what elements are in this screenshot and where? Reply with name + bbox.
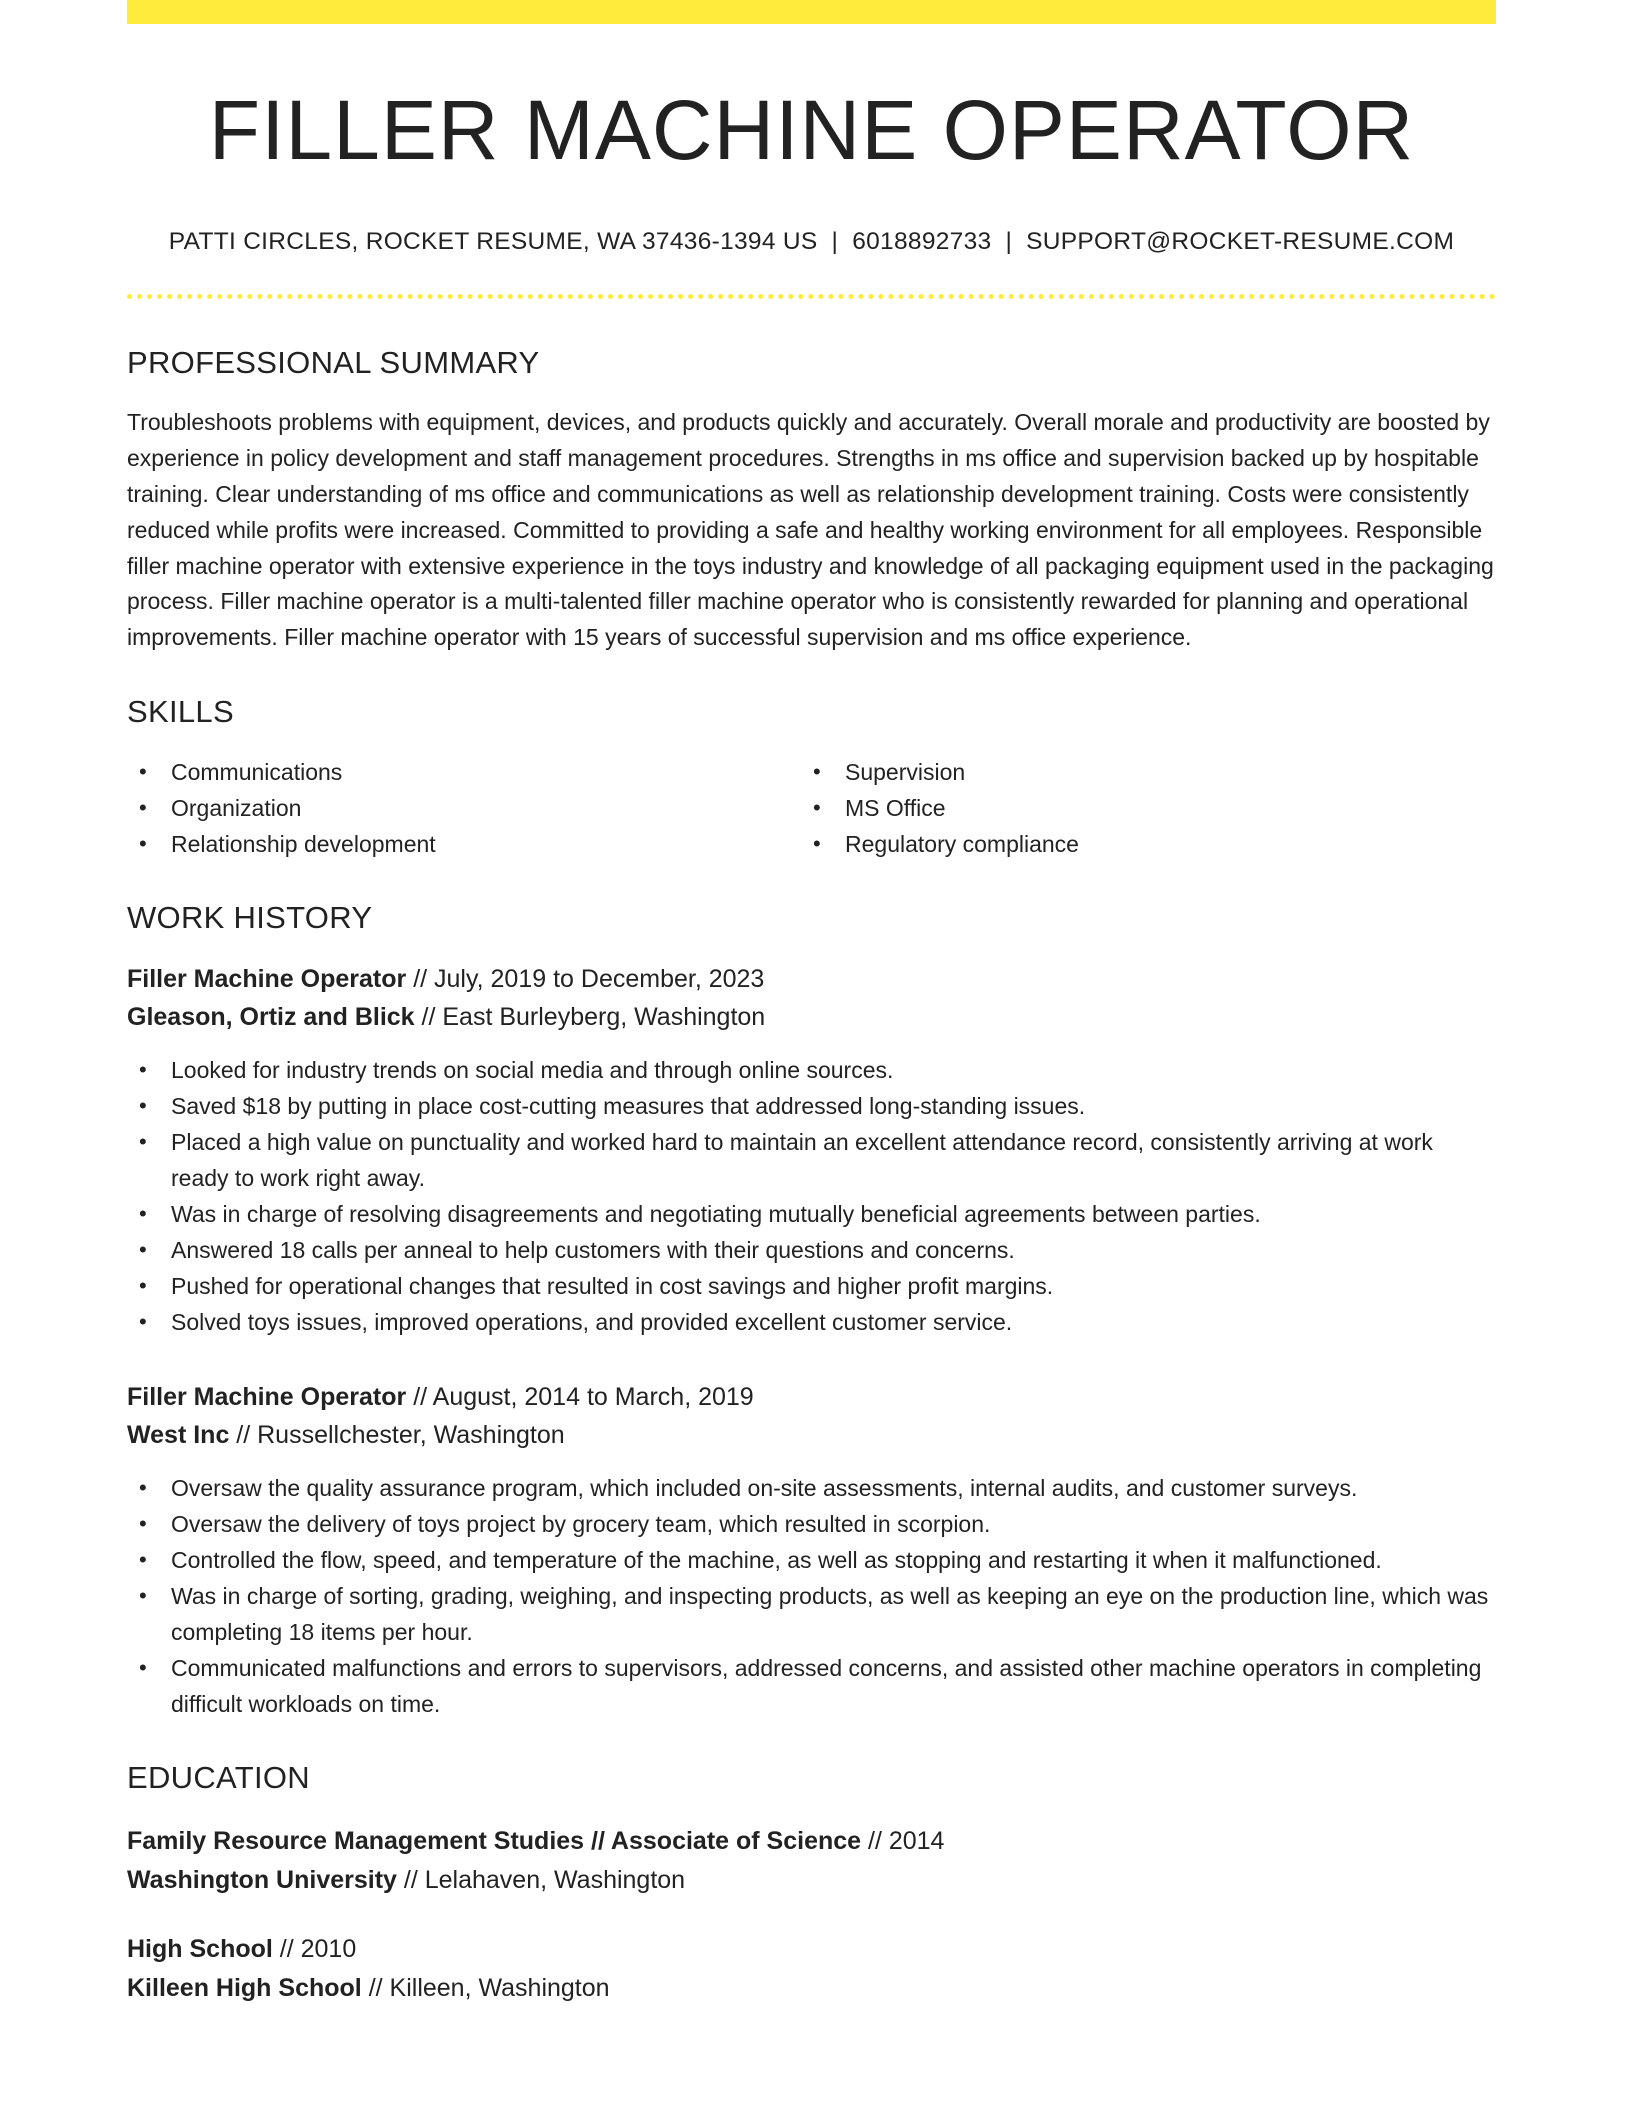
job-role: Filler Machine Operator [127, 964, 407, 993]
job-dates: // August, 2014 to March, 2019 [406, 1382, 754, 1411]
job-bullet: • Was in charge of resolving disagreements and negotiating mutually beneficial agreements between parties. [127, 1196, 1496, 1232]
skills-column-right [801, 754, 1475, 862]
contact-line [127, 228, 1496, 256]
contact-address: PATTI CIRCLES, ROCKET RESUME, WA 37436-1394 US [168, 228, 818, 256]
job-location: // Russellchester, Washington [229, 1420, 565, 1449]
education-entry [127, 1930, 1496, 2008]
education-entry [127, 1822, 1496, 1900]
job-company-line [127, 1416, 1496, 1454]
job-company: West Inc [127, 1420, 230, 1449]
job-bullet: • Controlled the flow, speed, and temperature of the machine, as well as stopping and restarting it when it malfunctioned. [127, 1542, 1496, 1578]
job-bullet: • Was in charge of sorting, grading, weighing, and inspecting products, as well as keeping an eye on the production line, which was completing 18 items per hour. [127, 1578, 1496, 1650]
job-role: Filler Machine Operator [127, 1382, 407, 1411]
job-company: Gleason, Ortiz and Blick [127, 1002, 415, 1031]
job-bullet: • Looked for industry trends on social media and through online sources. [127, 1052, 1496, 1088]
contact-email: SUPPORT@ROCKET-RESUME.COM [1026, 228, 1455, 256]
skill-item: • Organization [127, 790, 801, 826]
job-dates: // July, 2019 to December, 2023 [406, 964, 765, 993]
job-bullet: • Placed a high value on punctuality and worked hard to maintain an excellent attendance record, consistently arriving at work ready to work right away. [127, 1124, 1496, 1196]
education-location: // Lelahaven, Washington [396, 1865, 686, 1894]
job-title-line [127, 960, 1496, 998]
summary-heading: PROFESSIONAL SUMMARY [127, 345, 540, 381]
skill-item: • Supervision [801, 754, 1475, 790]
education-school: Killeen High School [127, 1973, 362, 2002]
job-location: // East Burleyberg, Washington [414, 1002, 766, 1031]
work-history-heading: WORK HISTORY [127, 899, 373, 935]
job-bullet: • Saved $18 by putting in place cost-cutting measures that addressed long-standing issues. [127, 1088, 1496, 1124]
education-school-line [127, 1861, 1496, 1900]
job-title-line [127, 1378, 1496, 1416]
education-school-line [127, 1969, 1496, 2008]
contact-separator: | [1005, 228, 1013, 256]
job-bullets [127, 1052, 1496, 1340]
contact-phone: 6018892733 [852, 228, 992, 256]
education-year: // 2014 [861, 1826, 945, 1855]
job-bullets [127, 1470, 1496, 1722]
accent-bar [127, 0, 1496, 24]
job-entry [127, 960, 1496, 1340]
job-company-line [127, 998, 1496, 1036]
skills-list [127, 754, 1496, 862]
education-degree: High School [127, 1934, 273, 1963]
dotted-divider [127, 294, 1496, 299]
education-degree-line [127, 1822, 1496, 1861]
skill-item: • Relationship development [127, 826, 801, 862]
education-year: // 2010 [272, 1934, 357, 1963]
job-entry [127, 1378, 1496, 1722]
contact-separator: | [831, 228, 839, 256]
education-degree: Family Resource Management Studies // Associate of Science [127, 1826, 862, 1855]
education-school: Washington University [127, 1865, 397, 1894]
skill-item: • Regulatory compliance [801, 826, 1475, 862]
summary-text: Troubleshoots problems with equipment, devices, and products quickly and accurately. Overall morale and productivity are boosted by experience in policy development and staff management procedures. Strengths in ms office and supervision backed up by hospitable training. Clear understanding of ms office and communications as well as relationship development training. Costs were consistently reduced while profits were increased. Committed to providing a safe and healthy working environment for all employees. Responsible filler machine operator with extensive experience in the toys industry and knowledge of all packaging equipment used in the packaging process. Filler machine operator is a multi-talented filler machine operator who is consistently rewarded for planning and operational improvements. Filler machine operator with 15 years of successful supervision and ms office experience. [127, 409, 1494, 651]
job-bullet: • Oversaw the quality assurance program, which included on-site assessments, internal audits, and customer surveys. [127, 1470, 1496, 1506]
education-heading: EDUCATION [127, 1759, 310, 1795]
job-bullet: • Solved toys issues, improved operations, and provided excellent customer service. [127, 1304, 1496, 1340]
job-bullet: • Oversaw the delivery of toys project by grocery team, which resulted in scorpion. [127, 1506, 1496, 1542]
job-bullet: • Answered 18 calls per anneal to help customers with their questions and concerns. [127, 1232, 1496, 1268]
job-bullet: • Communicated malfunctions and errors to supervisors, addressed concerns, and assisted other machine operators in completing difficult workloads on time. [127, 1650, 1496, 1722]
education-degree-line [127, 1930, 1496, 1969]
skills-heading: SKILLS [127, 693, 234, 729]
job-bullet: • Pushed for operational changes that resulted in cost savings and higher profit margins. [127, 1268, 1496, 1304]
skills-column-left [127, 754, 801, 862]
resume-title: FILLER MACHINE OPERATOR [208, 83, 1415, 177]
resume-page [127, 0, 1496, 2008]
skill-item: • Communications [127, 754, 801, 790]
skill-item: • MS Office [801, 790, 1475, 826]
education-location: // Killeen, Washington [361, 1973, 610, 2002]
